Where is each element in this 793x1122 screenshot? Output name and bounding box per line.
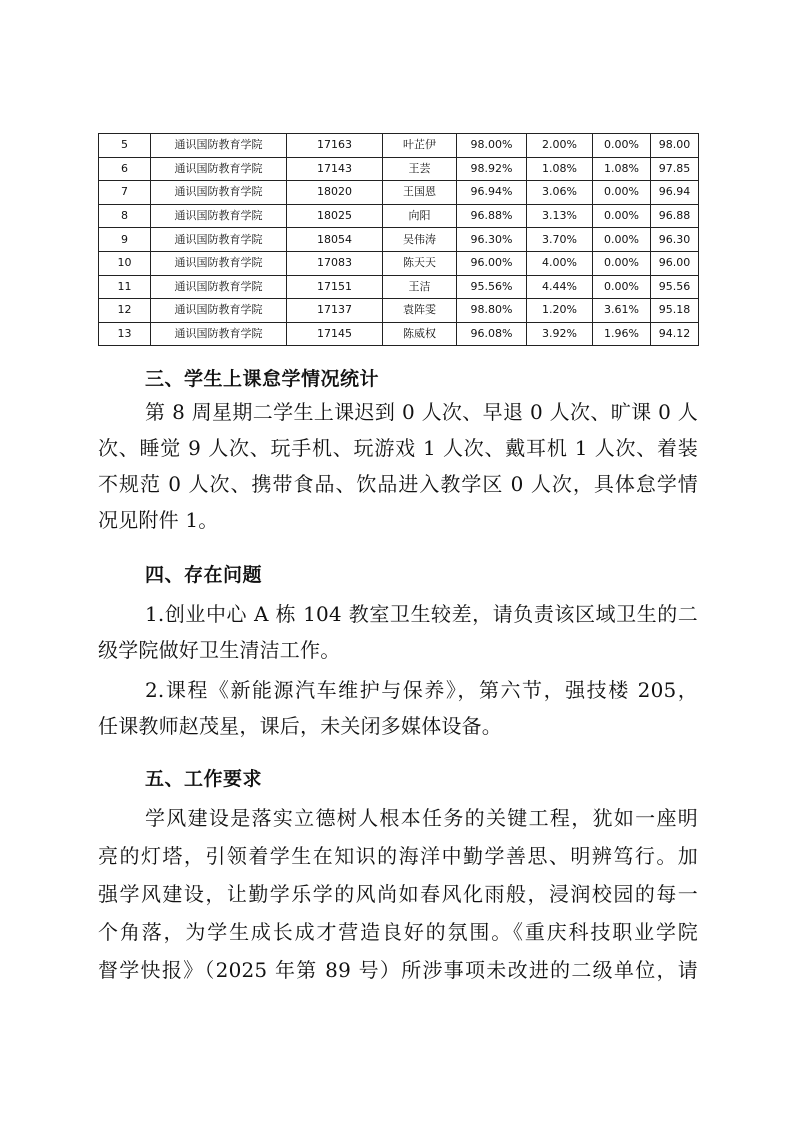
cell-score: 96.94 xyxy=(651,181,699,205)
table-row xyxy=(99,228,699,252)
section-5-line-1: 学风建设是落实立德树人根本任务的关键工程，犹如一座明 xyxy=(145,806,698,830)
cell-row-number: 6 xyxy=(99,157,151,181)
cell-absence-rate: 1.20% xyxy=(527,299,593,323)
table-row xyxy=(99,134,699,158)
section-5-line-5: 督学快报》（2025 年第 89 号）所涉事项未改进的二级单位，请 xyxy=(98,958,698,982)
cell-student-name: 吴伟涛 xyxy=(383,228,457,252)
cell-student-id: 17151 xyxy=(287,275,383,299)
table-row xyxy=(99,299,699,323)
cell-absence-rate: 4.44% xyxy=(527,275,593,299)
cell-row-number: 11 xyxy=(99,275,151,299)
cell-college: 通识国防教育学院 xyxy=(151,157,287,181)
cell-row-number: 13 xyxy=(99,322,151,346)
cell-absence-rate: 3.06% xyxy=(527,181,593,205)
section-4-line-1: 1.创业中心 A 栋 104 教室卫生较差，请负责该区域卫生的二 xyxy=(145,602,698,626)
cell-student-name: 陈天天 xyxy=(383,251,457,275)
cell-college: 通识国防教育学院 xyxy=(151,228,287,252)
table-row xyxy=(99,251,699,275)
cell-absence-rate: 3.92% xyxy=(527,322,593,346)
cell-college: 通识国防教育学院 xyxy=(151,204,287,228)
section-3-line-3: 不规范 0 人次、携带食品、饮品进入教学区 0 人次，具体怠学情 xyxy=(98,472,698,496)
cell-absence-rate: 3.13% xyxy=(527,204,593,228)
cell-attendance-rate: 96.94% xyxy=(457,181,527,205)
cell-student-id: 17143 xyxy=(287,157,383,181)
cell-attendance-rate: 95.56% xyxy=(457,275,527,299)
cell-college: 通识国防教育学院 xyxy=(151,299,287,323)
cell-college: 通识国防教育学院 xyxy=(151,275,287,299)
cell-attendance-rate: 98.00% xyxy=(457,134,527,158)
cell-score: 98.00 xyxy=(651,134,699,158)
cell-score: 96.00 xyxy=(651,251,699,275)
cell-violation-rate: 1.08% xyxy=(593,157,651,181)
cell-violation-rate: 0.00% xyxy=(593,275,651,299)
cell-student-name: 向阳 xyxy=(383,204,457,228)
attendance-table xyxy=(98,133,699,346)
table-row xyxy=(99,181,699,205)
section-3-heading: 三、学生上课怠学情况统计 xyxy=(145,368,380,390)
section-4-line-3: 2.课程《新能源汽车维护与保养》，第六节，强技楼 205， xyxy=(145,678,698,702)
cell-absence-rate: 1.08% xyxy=(527,157,593,181)
cell-score: 96.88 xyxy=(651,204,699,228)
section-3-line-2: 次、睡觉 9 人次、玩手机、玩游戏 1 人次、戴耳机 1 人次、着装 xyxy=(98,436,698,460)
cell-absence-rate: 4.00% xyxy=(527,251,593,275)
section-4-heading: 四、存在问题 xyxy=(145,564,263,586)
section-3-line-1: 第 8 周星期二学生上课迟到 0 人次、早退 0 人次、旷课 0 人 xyxy=(145,400,698,424)
cell-row-number: 9 xyxy=(99,228,151,252)
cell-student-id: 17163 xyxy=(287,134,383,158)
cell-student-id: 17137 xyxy=(287,299,383,323)
cell-college: 通识国防教育学院 xyxy=(151,181,287,205)
cell-student-name: 袁阵雯 xyxy=(383,299,457,323)
cell-student-id: 18025 xyxy=(287,204,383,228)
cell-attendance-rate: 96.30% xyxy=(457,228,527,252)
section-5-heading: 五、工作要求 xyxy=(145,768,263,790)
cell-score: 94.12 xyxy=(651,322,699,346)
cell-row-number: 12 xyxy=(99,299,151,323)
section-5-line-3: 强学风建设，让勤学乐学的风尚如春风化雨般，浸润校园的每一 xyxy=(98,882,698,906)
cell-college: 通识国防教育学院 xyxy=(151,134,287,158)
cell-attendance-rate: 96.00% xyxy=(457,251,527,275)
cell-student-name: 叶芷伊 xyxy=(383,134,457,158)
cell-row-number: 8 xyxy=(99,204,151,228)
table-row xyxy=(99,204,699,228)
table-row xyxy=(99,157,699,181)
cell-college: 通识国防教育学院 xyxy=(151,322,287,346)
cell-absence-rate: 3.70% xyxy=(527,228,593,252)
cell-attendance-rate: 96.08% xyxy=(457,322,527,346)
section-3-line-4: 况见附件 1。 xyxy=(98,508,219,532)
cell-student-id: 18020 xyxy=(287,181,383,205)
cell-violation-rate: 1.96% xyxy=(593,322,651,346)
cell-row-number: 7 xyxy=(99,181,151,205)
cell-score: 97.85 xyxy=(651,157,699,181)
cell-student-name: 王国恩 xyxy=(383,181,457,205)
cell-violation-rate: 0.00% xyxy=(593,251,651,275)
cell-violation-rate: 0.00% xyxy=(593,204,651,228)
table-row xyxy=(99,275,699,299)
cell-row-number: 10 xyxy=(99,251,151,275)
attendance-table-body xyxy=(99,134,699,346)
section-4-line-2: 级学院做好卫生清洁工作。 xyxy=(98,638,341,662)
cell-student-id: 17083 xyxy=(287,251,383,275)
cell-attendance-rate: 98.92% xyxy=(457,157,527,181)
cell-violation-rate: 0.00% xyxy=(593,134,651,158)
cell-violation-rate: 0.00% xyxy=(593,228,651,252)
section-4-line-4: 任课教师赵茂星，课后，未关闭多媒体设备。 xyxy=(98,714,502,738)
cell-student-name: 陈威权 xyxy=(383,322,457,346)
cell-absence-rate: 2.00% xyxy=(527,134,593,158)
cell-attendance-rate: 98.80% xyxy=(457,299,527,323)
cell-score: 95.56 xyxy=(651,275,699,299)
cell-attendance-rate: 96.88% xyxy=(457,204,527,228)
cell-student-name: 王洁 xyxy=(383,275,457,299)
cell-student-id: 18054 xyxy=(287,228,383,252)
cell-violation-rate: 3.61% xyxy=(593,299,651,323)
table-row xyxy=(99,322,699,346)
cell-college: 通识国防教育学院 xyxy=(151,251,287,275)
cell-violation-rate: 0.00% xyxy=(593,181,651,205)
cell-row-number: 5 xyxy=(99,134,151,158)
cell-student-name: 王芸 xyxy=(383,157,457,181)
cell-score: 95.18 xyxy=(651,299,699,323)
section-5-line-2: 亮的灯塔，引领着学生在知识的海洋中勤学善思、明辨笃行。加 xyxy=(98,844,698,868)
section-5-line-4: 个角落，为学生成长成才营造良好的氛围。《重庆科技职业学院 xyxy=(98,920,698,944)
cell-score: 96.30 xyxy=(651,228,699,252)
cell-student-id: 17145 xyxy=(287,322,383,346)
